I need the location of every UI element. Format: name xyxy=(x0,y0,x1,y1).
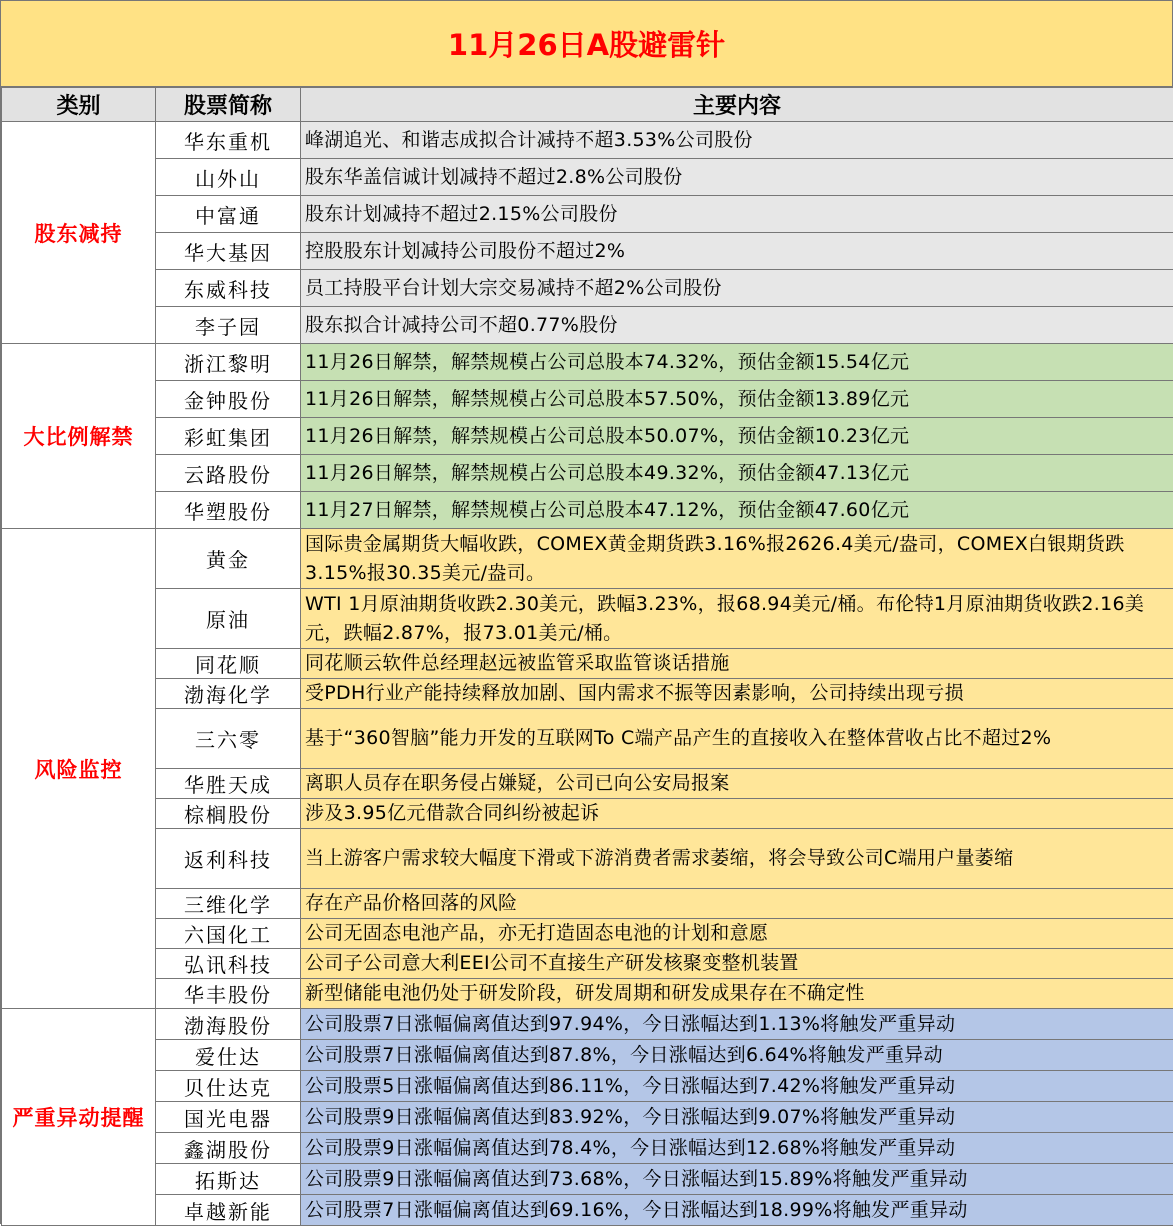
table-row xyxy=(2,344,1173,381)
stock-name-cell: 华东重机 xyxy=(156,122,301,159)
table-row xyxy=(2,709,1173,769)
content-cell: 离职人员存在职务侵占嫌疑，公司已向公安局报案 xyxy=(301,769,1173,799)
table-row xyxy=(2,679,1173,709)
stock-name-cell: 三六零 xyxy=(156,709,301,769)
stock-name-cell: 棕榈股份 xyxy=(156,799,301,829)
stock-name-cell: 东威科技 xyxy=(156,270,301,307)
table-row xyxy=(2,1040,1173,1071)
content-cell: 公司无固态电池产品，亦无打造固态电池的计划和意愿 xyxy=(301,919,1173,949)
table-row xyxy=(2,492,1173,529)
stock-name-cell: 渤海股份 xyxy=(156,1009,301,1040)
table-row xyxy=(2,1164,1173,1195)
header-row xyxy=(2,88,1173,122)
stock-name-cell: 卓越新能 xyxy=(156,1195,301,1226)
category-cell: 股东减持 xyxy=(2,122,156,344)
table-row xyxy=(2,589,1173,649)
table-row xyxy=(2,381,1173,418)
content-cell: 公司股票7日涨幅偏离值达到87.8%，今日涨幅达到6.64%将触发严重异动 xyxy=(301,1040,1173,1071)
content-cell: 控股股东计划减持公司股份不超过2% xyxy=(301,233,1173,270)
header-category: 类别 xyxy=(2,88,156,122)
content-cell: WTI 1月原油期货收跌2.30美元，跌幅3.23%，报68.94美元/桶。布伦特1月原油期货收跌2.16美元，跌幅2.87%，报73.01美元/桶。 xyxy=(301,589,1173,649)
content-cell: 存在产品价格回落的风险 xyxy=(301,889,1173,919)
table-row xyxy=(2,889,1173,919)
table-row xyxy=(2,649,1173,679)
table-row xyxy=(2,1133,1173,1164)
table-row xyxy=(2,418,1173,455)
content-cell: 同花顺云软件总经理赵远被监管采取监管谈话措施 xyxy=(301,649,1173,679)
content-cell: 股东拟合计减持公司不超0.77%股份 xyxy=(301,307,1173,344)
stock-name-cell: 三维化学 xyxy=(156,889,301,919)
content-cell: 员工持股平台计划大宗交易减持不超2%公司股份 xyxy=(301,270,1173,307)
table-row xyxy=(2,979,1173,1009)
stock-name-cell: 渤海化学 xyxy=(156,679,301,709)
content-cell: 股东计划减持不超过2.15%公司股份 xyxy=(301,196,1173,233)
stock-name-cell: 华丰股份 xyxy=(156,979,301,1009)
content-cell: 11月26日解禁，解禁规模占公司总股本49.32%，预估金额47.13亿元 xyxy=(301,455,1173,492)
category-cell: 严重异动提醒 xyxy=(2,1009,156,1226)
stock-name-cell: 华大基因 xyxy=(156,233,301,270)
content-cell: 涉及3.95亿元借款合同纠纷被起诉 xyxy=(301,799,1173,829)
stock-name-cell: 鑫湖股份 xyxy=(156,1133,301,1164)
content-cell: 公司股票7日涨幅偏离值达到97.94%，今日涨幅达到1.13%将触发严重异动 xyxy=(301,1009,1173,1040)
content-cell: 受PDH行业产能持续释放加剧、国内需求不振等因素影响，公司持续出现亏损 xyxy=(301,679,1173,709)
content-cell: 新型储能电池仍处于研发阶段，研发周期和研发成果存在不确定性 xyxy=(301,979,1173,1009)
content-cell: 股东华盖信诚计划减持不超过2.8%公司股份 xyxy=(301,159,1173,196)
stock-name-cell: 同花顺 xyxy=(156,649,301,679)
stock-name-cell: 云路股份 xyxy=(156,455,301,492)
category-cell: 大比例解禁 xyxy=(2,344,156,529)
stock-name-cell: 金钟股份 xyxy=(156,381,301,418)
stock-name-cell: 返利科技 xyxy=(156,829,301,889)
stock-name-cell: 贝仕达克 xyxy=(156,1071,301,1102)
content-cell: 公司股票7日涨幅偏离值达到69.16%，今日涨幅达到18.99%将触发严重异动 xyxy=(301,1195,1173,1226)
stock-name-cell: 六国化工 xyxy=(156,919,301,949)
stock-name-cell: 国光电器 xyxy=(156,1102,301,1133)
stock-name-cell: 原油 xyxy=(156,589,301,649)
content-cell: 11月26日解禁，解禁规模占公司总股本50.07%，预估金额10.23亿元 xyxy=(301,418,1173,455)
stock-name-cell: 李子园 xyxy=(156,307,301,344)
content-cell: 公司股票9日涨幅偏离值达到73.68%，今日涨幅达到15.89%将触发严重异动 xyxy=(301,1164,1173,1195)
table-row xyxy=(2,122,1173,159)
table-row xyxy=(2,769,1173,799)
header-content: 主要内容 xyxy=(301,88,1173,122)
stock-name-cell: 山外山 xyxy=(156,159,301,196)
table-row xyxy=(2,233,1173,270)
stock-name-cell: 拓斯达 xyxy=(156,1164,301,1195)
page-title: 11月26日A股避雷针 xyxy=(1,1,1173,87)
table-row xyxy=(2,307,1173,344)
stock-name-cell: 爱仕达 xyxy=(156,1040,301,1071)
header-stock-name: 股票简称 xyxy=(156,88,301,122)
content-cell: 11月27日解禁，解禁规模占公司总股本47.12%，预估金额47.60亿元 xyxy=(301,492,1173,529)
table-row xyxy=(2,1102,1173,1133)
stock-name-cell: 华胜天成 xyxy=(156,769,301,799)
content-cell: 11月26日解禁，解禁规模占公司总股本74.32%，预估金额15.54亿元 xyxy=(301,344,1173,381)
content-cell: 公司股票9日涨幅偏离值达到83.92%，今日涨幅达到9.07%将触发严重异动 xyxy=(301,1102,1173,1133)
table-row xyxy=(2,159,1173,196)
table-row xyxy=(2,529,1173,589)
table-row xyxy=(2,799,1173,829)
stock-name-cell: 黄金 xyxy=(156,529,301,589)
stock-name-cell: 浙江黎明 xyxy=(156,344,301,381)
content-cell: 国际贵金属期货大幅收跌，COMEX黄金期货跌3.16%报2626.4美元/盎司，COMEX白银期货跌3.15%报30.35美元/盎司。 xyxy=(301,529,1173,589)
category-cell: 风险监控 xyxy=(2,529,156,1009)
table-row xyxy=(2,270,1173,307)
stock-name-cell: 彩虹集团 xyxy=(156,418,301,455)
table-row xyxy=(2,829,1173,889)
content-cell: 公司股票5日涨幅偏离值达到86.11%，今日涨幅达到7.42%将触发严重异动 xyxy=(301,1071,1173,1102)
risk-table xyxy=(1,87,1173,1226)
table-row xyxy=(2,1071,1173,1102)
table-row xyxy=(2,196,1173,233)
table-row xyxy=(2,949,1173,979)
stock-name-cell: 中富通 xyxy=(156,196,301,233)
content-cell: 公司股票9日涨幅偏离值达到78.4%，今日涨幅达到12.68%将触发严重异动 xyxy=(301,1133,1173,1164)
table-row xyxy=(2,1195,1173,1226)
stock-name-cell: 弘讯科技 xyxy=(156,949,301,979)
content-cell: 11月26日解禁，解禁规模占公司总股本57.50%，预估金额13.89亿元 xyxy=(301,381,1173,418)
content-cell: 当上游客户需求较大幅度下滑或下游消费者需求萎缩，将会导致公司C端用户量萎缩 xyxy=(301,829,1173,889)
content-cell: 基于“360智脑”能力开发的互联网To C端产品产生的直接收入在整体营收占比不超过2% xyxy=(301,709,1173,769)
stock-name-cell: 华塑股份 xyxy=(156,492,301,529)
table-row xyxy=(2,919,1173,949)
content-cell: 公司子公司意大利EEI公司不直接生产研发核聚变整机装置 xyxy=(301,949,1173,979)
table-row xyxy=(2,455,1173,492)
table-row xyxy=(2,1009,1173,1040)
content-cell: 峰湖追光、和谐志成拟合计减持不超3.53%公司股份 xyxy=(301,122,1173,159)
